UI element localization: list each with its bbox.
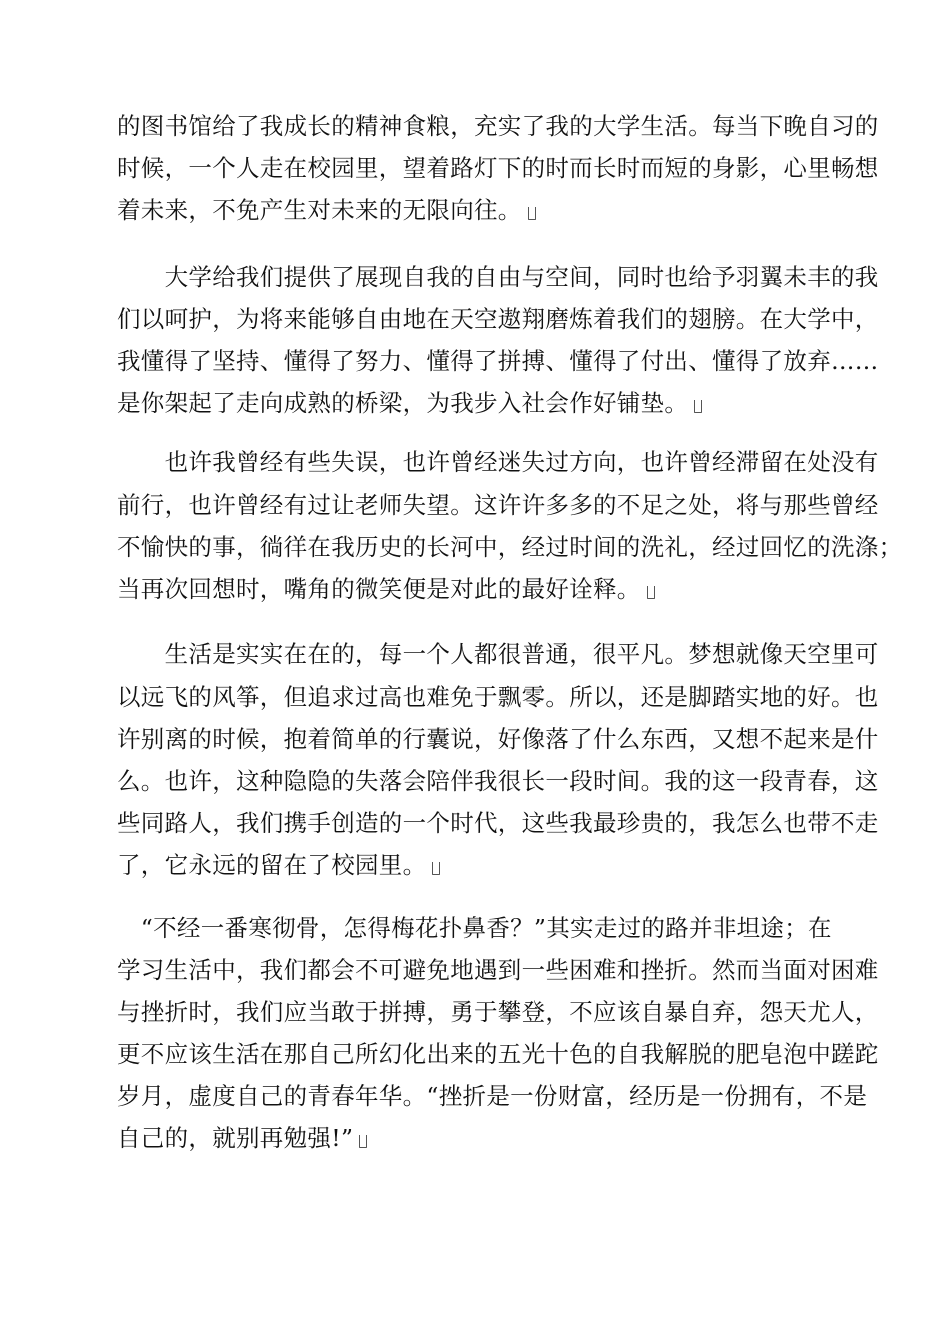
text-line: 我懂得了坚持、懂得了努力、懂得了拼搏、懂得了付出、懂得了放弃…… — [117, 347, 879, 375]
text-line: 的图书馆给了我成长的精神食粮，充实了我的大学生活。每当下晚自习的 — [117, 112, 879, 140]
text-line-content: 当再次回想时，嘴角的微笑便是对此的最好诠释。 — [117, 575, 641, 603]
text-line: 也许我曾经有些失误，也许曾经迷失过方向，也许曾经滞留在处没有 — [117, 448, 879, 476]
text-line: 些同路人，我们携手创造的一个时代，这些我最珍贵的，我怎么也带不走 — [117, 809, 879, 837]
text-line: 生活是实实在在的，每一个人都很普通，很平凡。梦想就像天空里可 — [117, 640, 879, 668]
paragraph-mark-icon — [647, 586, 655, 599]
paragraph-mark-icon — [528, 207, 536, 220]
paragraph-mark-icon — [432, 862, 440, 875]
text-line: 与挫折时，我们应当敢于拼搏，勇于攀登，不应该自暴自弃，怨天尤人， — [117, 998, 879, 1026]
text-line — [117, 1120, 367, 1156]
text-line: 们以呵护，为将来能够自由地在天空遨翔磨炼着我们的翅膀。在大学中， — [117, 305, 879, 333]
text-line: 更不应该生活在那自己所幻化出来的五光十色的自我解脱的肥皂泡中蹉跎 — [117, 1040, 879, 1068]
text-line: 岁月，虚度自己的青春年华。“挫折是一份财富，经历是一份拥有，不是 — [117, 1082, 868, 1110]
text-line: 大学给我们提供了展现自我的自由与空间，同时也给予羽翼未丰的我 — [117, 263, 879, 291]
text-line: 学习生活中，我们都会不可避免地遇到一些困难和挫折。然而当面对困难 — [117, 956, 879, 984]
text-line: 不愉快的事，徜徉在我历史的长河中，经过时间的洗礼，经过回忆的洗涤； — [117, 533, 903, 561]
text-line: 前行，也许曾经有过让老师失望。这许许多多的不足之处，将与那些曾经 — [117, 491, 879, 519]
text-line: 时候，一个人走在校园里，望着路灯下的时而长时而短的身影，心里畅想 — [117, 154, 879, 182]
text-line — [117, 847, 440, 883]
paragraph-mark-icon — [694, 400, 702, 413]
text-line — [117, 192, 536, 228]
text-line — [117, 385, 702, 421]
text-line-content: 是你架起了走向成熟的桥梁，为我步入社会作好铺垫。 — [117, 389, 689, 417]
text-line: 么。也许，这种隐隐的失落会陪伴我很长一段时间。我的这一段青春，这 — [117, 767, 879, 795]
text-line — [117, 571, 655, 607]
text-line: “不经一番寒彻骨，怎得梅花扑鼻香？”其实走过的路并非坦途；在 — [117, 914, 832, 942]
text-line: 许别离的时候，抱着简单的行囊说，好像落了什么东西，又想不起来是什 — [117, 725, 879, 753]
text-line-content: 了，它永远的留在了校园里。 — [117, 851, 427, 879]
text-line: 以远飞的风筝，但追求过高也难免于飘零。所以，还是脚踏实地的好。也 — [117, 683, 879, 711]
text-line-content: 着未来，不免产生对未来的无限向往。 — [117, 196, 522, 224]
paragraph-mark-icon — [359, 1135, 367, 1148]
text-line-content: 自己的，就别再勉强!” — [117, 1124, 354, 1152]
